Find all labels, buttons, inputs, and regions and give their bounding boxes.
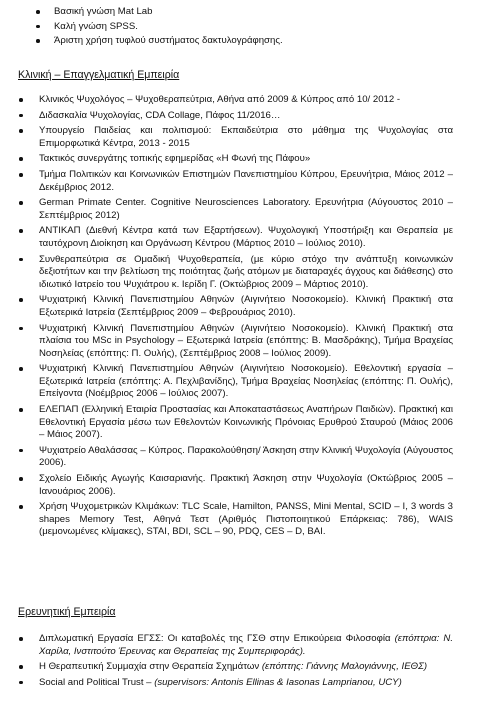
list-item [19,404,453,442]
clinical-text: Ψυχιατρείο Αθαλάσσας – Κύπρος. Παρακολούθηση/ Άσκηση στην Κλινική Ψυχολογία (Αύγουστος 2006). [39,444,453,469]
research-text: Social and Political Trust – [39,676,155,688]
list-item [19,633,453,658]
list-item [19,677,453,690]
clinical-list [19,94,453,542]
bullet-icon [19,298,23,302]
bullet-icon [19,637,23,641]
clinical-text: ΑΝΤΙΚΑΠ (Διεθνή Κέντρα κατά των Εξαρτήσεων). Ψυχολογική Υποστήριξη και Θεραπεία με ταυτόχρονη Διοίκηση και Οργάνωση Κέντρου (Μάρτιος 2010 – Ιούλιος 2010). [39,225,453,249]
research-list [19,633,453,692]
research-supervisor: (επόπτης: Γιάννης Μαλογιάννης, ΙΕΘΣ) [261,661,428,673]
clinical-text: Ψυχιατρική Κλινική Πανεπιστημίου Αθηνών (Αιγινήτειο Νοσοκομείο). Εθελοντική εργασία – Εξωτερικά Ιατρεία (επόπτης: Α. Πεχλιβανίδης), Τμήμα Βραχείας Νοσηλείας (επόπτης: Π. Ουλής), Επείγοντα (Νοέμβριος 2006 – Ιούλιος 2007). [39,363,453,400]
clinical-heading: Κλινική – Επαγγελματική Εμπειρία [18,69,180,81]
list-item [19,294,453,319]
clinical-text: Τακτικός συνεργάτης τοπικής εφημερίδας «Η Φωνή της Πάφου» [39,153,311,165]
bullet-icon [19,681,23,685]
bullet-icon [36,10,40,14]
research-text: Η Θεραπευτική Συμμαχία στην Θεραπεία Σχημάτων [39,661,262,673]
bullet-icon [19,477,23,481]
list-item [36,21,456,34]
bullet-icon [36,25,40,29]
clinical-text: Διδασκαλία Ψυχολογίας, CDA Collage, Πάφος 11/2016… [39,109,281,121]
clinical-text: Ψυχιατρική Κλινική Πανεπιστημίου Αθηνών (Αιγινήτειο Νοσοκομείο). Κλινική Πρακτική στα Εξωτερικά Ιατρεία (Σεπτέμβριος 2009 – Φεβρουάριος 2010). [39,294,453,318]
clinical-text: German Primate Center. Cognitive Neurosciences Laboratory. Ερευνήτρια (Αύγουστος 2010 – Σεπτέμβριος 2012) [39,197,453,221]
research-heading: Ερευνητική Εμπειρία [18,606,116,618]
list-item [19,197,453,222]
bullet-icon [19,173,23,177]
research-supervisor: (επόπτρια: Ν. Χαρίλα, Ινστιτούτο Έρευνας και Θεραπείας της Συμπεριφοράς). [39,633,453,657]
list-item [36,35,456,48]
skill-text: Άριστη χρήση τυφλού συστήματος δακτυλογράφησης. [54,35,283,47]
research-text: Διπλωματική Εργασία ΕΓΣΣ: Οι καταβολές της ΓΣΘ στην Επικούρεια Φιλοσοφία [39,633,395,644]
list-item [19,501,453,539]
bullet-icon [19,157,23,161]
list-item [36,6,456,19]
skill-text: Βασική γνώση Mat Lab [54,6,153,17]
bullet-icon [19,129,23,133]
research-supervisor: (supervisors: Antonis Ellinas & Iasonas Lamprianou, UCY) [154,676,402,688]
list-item [19,661,453,674]
list-item [19,94,453,107]
list-item [19,125,453,150]
list-item [19,363,453,401]
bullet-icon [19,449,23,453]
clinical-text: Ψυχιατρική Κλινική Πανεπιστημίου Αθηνών (Αιγινήτειο Νοσοκομείο). Κλινική Πρακτική στα πλαίσια του MSc in Psychology – Εξωτερικά Ιατρεία (επόπτης: Β. Μασδράκης), Τμήμα Βραχείας Νοσηλείας (επόπτης: Π. Ουλής), (Σεπτέμβριος 2008 – Ιούλιος 2009). [39,322,453,359]
clinical-text: Κλινικός Ψυχολόγος – Ψυχοθεραπεύτρια, Αθήνα από 2009 & Κύπρος από 10/ 2012 - [39,94,401,105]
list-item [19,254,453,292]
clinical-text: Υπουργείο Παιδείας και πολιτισμού: Εκπαιδεύτρια στο μάθημα της Ψυχολογίας στα Επιμορφωτικά Κέντρα, 2013 - 2015 [39,125,453,149]
bullet-icon [19,505,23,509]
bullet-icon [19,408,23,412]
bullet-icon [36,39,40,43]
list-item [19,110,453,123]
clinical-text: Συνθεραπεύτρια σε Ομαδική Ψυχοθεραπεία, (με κύριο στόχο την ανάπτυξη κοινωνικών δεξιοτήτων και την βελτίωση της ποιότητας ζωής ατόμων με διαταραχές άγχους και διάθεσης) στο ιδιωτικό Ιατρείο του Ψυχιάτρου κ. Ιερίδη Γ. (Οκτώβριος 2009 – Μάρτιος 2010). [39,253,453,290]
bullet-icon [19,665,23,669]
bullet-icon [19,229,23,233]
bullet-icon [19,114,23,118]
clinical-text: Τμήμα Πολιτικών και Κοινωνικών Επιστημών Πανεπιστημίου Κύπρου, Ερευνήτρια, Μάιος 2012 – Δεκέμβριος 2012. [39,168,453,193]
bullet-icon [19,201,23,205]
skill-text: Καλή γνώση SPSS. [54,20,138,32]
clinical-text: ΕΛΕΠΑΠ (Ελληνική Εταιρία Προστασίας και Αποκαταστάσεως Αναπήρων Παιδιών). Πρακτική και Εθελοντική Εργασία μέσω των Εθελοντών Κοινωνικής Πρόνοιας Ερυθρού Σταυρού (Μάιος 2006 – Μάιος 2007). [39,404,453,441]
clinical-text: Σχολείο Ειδικής Αγωγής Καισαριανής. Πρακτική Άσκηση στην Ψυχολογία (Οκτώβριος 2005 – Ιανουάριος 2006). [39,473,453,497]
list-item [19,323,453,361]
list-item [19,153,453,166]
bullet-icon [19,367,23,371]
list-item [19,225,453,250]
clinical-text: Χρήση Ψυχομετρικών Κλιμάκων: TLC Scale, Hamilton, PANSS, Mini Mental, SCID – I, 3 words 3 shapes Memory Test, Αθηνά Τεστ (Αριθμός Πιστοποιητικού Επάρκειας: 786), WAIS (μεμονωμένες κλίμακες), STAI, BDI, SCL – 90, PDQ, CES – D, BAI. [39,501,453,538]
bullet-icon [19,98,23,102]
bullet-icon [19,258,23,262]
list-item [19,473,453,498]
list-item [19,169,453,194]
bullet-icon [19,327,23,331]
skills-list [36,6,456,50]
list-item [19,445,453,470]
